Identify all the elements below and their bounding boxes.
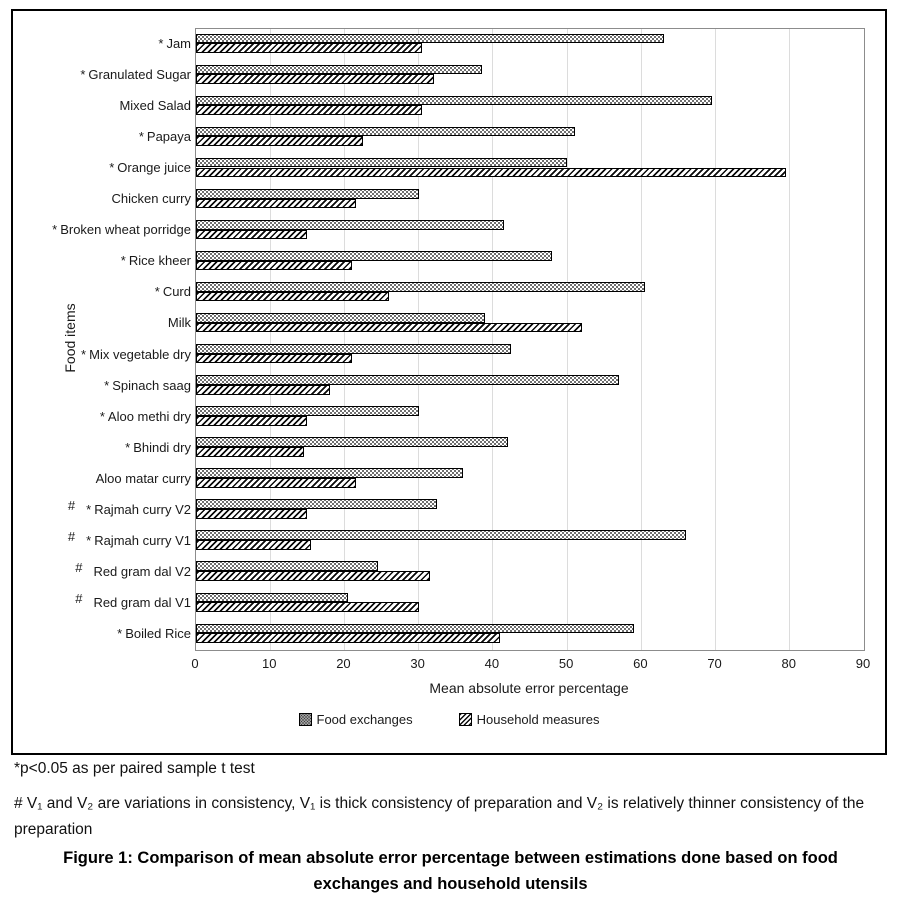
category-label: [13, 59, 191, 90]
bar-household-measures: [196, 323, 582, 333]
figure-caption: Figure 1: Comparison of mean absolute error percentage between estimations done based on food exchanges and household utensils: [63, 849, 838, 894]
category-name: Mixed Salad: [119, 98, 191, 114]
category-name: Rajmah curry V2: [94, 501, 191, 517]
category-name: Rajmah curry V1: [94, 532, 191, 548]
x-axis-title: Mean absolute error percentage: [429, 680, 629, 696]
category-name: Chicken curry: [111, 191, 191, 207]
bar-household-measures: [196, 199, 356, 209]
category-name: Aloo matar curry: [95, 470, 191, 486]
gridline: [641, 29, 642, 650]
bar-household-measures: [196, 602, 419, 612]
legend-label-food-exchanges: Food exchanges: [316, 712, 413, 727]
food-exchanges-swatch-icon: [299, 713, 312, 726]
category-label: [13, 90, 191, 121]
category-name: Curd: [162, 284, 191, 300]
gridline: [492, 29, 493, 650]
chart-figure: [11, 9, 887, 755]
category-label: [13, 28, 191, 59]
category-name: Boiled Rice: [125, 625, 191, 641]
legend: [13, 712, 885, 727]
bar-household-measures: [196, 478, 356, 488]
x-tick-label: 10: [261, 656, 277, 671]
hash-marker: #: [67, 528, 76, 544]
gridline: [789, 29, 790, 650]
bar-food-exchanges: [196, 220, 504, 230]
bar-household-measures: [196, 43, 422, 53]
gridline: [270, 29, 271, 650]
star-marker: *: [86, 532, 92, 548]
bar-household-measures: [196, 509, 307, 519]
x-tick-label: 60: [633, 656, 648, 671]
bar-food-exchanges: [196, 65, 482, 75]
category-name: Bhindi dry: [133, 439, 191, 455]
legend-label-household-measures: Household measures: [476, 712, 600, 727]
bar-household-measures: [196, 385, 330, 395]
bar-food-exchanges: [196, 375, 619, 385]
x-tick-label: 70: [707, 656, 722, 671]
bar-food-exchanges: [196, 251, 552, 261]
category-label: [13, 245, 191, 276]
bar-household-measures: [196, 633, 500, 643]
star-marker: *: [117, 625, 123, 641]
bar-household-measures: [196, 230, 307, 240]
bar-household-measures: [196, 74, 434, 84]
bar-food-exchanges: [196, 561, 378, 571]
bar-household-measures: [196, 292, 389, 302]
category-label: [13, 339, 191, 370]
x-tick-label: 20: [336, 656, 351, 671]
bar-food-exchanges: [196, 189, 419, 199]
category-label: [13, 618, 191, 649]
bar-food-exchanges: [196, 127, 575, 137]
star-marker: *: [154, 284, 160, 300]
bar-food-exchanges: [196, 282, 645, 292]
category-label: [13, 463, 191, 494]
star-marker: *: [138, 129, 144, 145]
category-name: Jam: [166, 36, 191, 52]
category-name: Aloo methi dry: [107, 408, 191, 424]
category-name: Granulated Sugar: [88, 67, 191, 83]
star-marker: *: [120, 253, 126, 269]
bar-food-exchanges: [196, 624, 634, 634]
category-label: [13, 307, 191, 338]
x-tick-label: 30: [410, 656, 425, 671]
bar-household-measures: [196, 168, 786, 178]
bar-household-measures: [196, 105, 422, 115]
category-label: [13, 370, 191, 401]
y-axis-title: Food items: [62, 303, 78, 373]
star-marker: *: [125, 439, 131, 455]
hash-marker: #: [67, 497, 76, 513]
legend-item-household-measures: [459, 712, 600, 727]
bar-household-measures: [196, 447, 304, 457]
hash-marker: #: [75, 590, 83, 606]
category-name: Mix vegetable dry: [89, 346, 191, 362]
footnote-significance: *p<0.05 as per paired sample t test: [14, 760, 255, 777]
star-marker: *: [109, 160, 115, 176]
category-name: Orange juice: [117, 160, 191, 176]
bar-food-exchanges: [196, 158, 567, 168]
gridline: [418, 29, 419, 650]
star-marker: *: [81, 346, 87, 362]
legend-item-food-exchanges: [299, 712, 413, 727]
bar-food-exchanges: [196, 406, 419, 416]
household-measures-swatch-icon: [459, 713, 472, 726]
category-name: Red gram dal V1: [93, 594, 191, 610]
category-label: [13, 401, 191, 432]
bar-food-exchanges: [196, 530, 686, 540]
category-axis-labels: [13, 28, 191, 649]
category-label: [13, 556, 191, 587]
category-label: [13, 587, 191, 618]
bar-food-exchanges: [196, 499, 437, 509]
bar-food-exchanges: [196, 96, 712, 106]
x-tick-label: 90: [855, 656, 871, 671]
bar-household-measures: [196, 354, 352, 364]
x-tick-label: 50: [558, 656, 574, 671]
category-label: [13, 494, 191, 525]
star-marker: *: [52, 222, 58, 238]
star-marker: *: [80, 67, 86, 83]
category-name: Rice kheer: [128, 253, 191, 269]
gridline: [344, 29, 345, 650]
star-marker: *: [158, 36, 164, 52]
bar-household-measures: [196, 540, 311, 550]
category-label: [13, 525, 191, 556]
x-tick-label: 40: [484, 656, 500, 671]
footnote-variations: # V₁ and V₂ are variations in consistency, V₁ is thick consistency of preparation and V₂ is relatively thinner consistency of the preparation: [14, 795, 865, 838]
x-tick-label: 0: [191, 656, 199, 671]
bar-food-exchanges: [196, 437, 508, 447]
category-name: Milk: [167, 315, 191, 331]
bar-food-exchanges: [196, 313, 485, 323]
category-label: [13, 121, 191, 152]
category-label: [13, 214, 191, 245]
category-label: [13, 276, 191, 307]
category-label: [13, 432, 191, 463]
bar-household-measures: [196, 416, 307, 426]
x-tick-label: 80: [781, 656, 796, 671]
bar-food-exchanges: [196, 468, 463, 478]
bar-food-exchanges: [196, 34, 664, 44]
bar-household-measures: [196, 261, 352, 271]
star-marker: *: [104, 377, 110, 393]
bar-food-exchanges: [196, 344, 511, 354]
bar-household-measures: [196, 136, 363, 146]
category-name: Spinach saag: [112, 377, 191, 393]
bar-food-exchanges: [196, 593, 348, 603]
category-name: Red gram dal V2: [93, 563, 191, 579]
star-marker: *: [99, 408, 105, 424]
plot-area: [195, 28, 865, 651]
category-label: [13, 183, 191, 214]
category-label: [13, 152, 191, 183]
hash-marker: #: [75, 559, 83, 575]
star-marker: *: [86, 501, 92, 517]
category-name: Papaya: [146, 129, 191, 145]
gridline: [715, 29, 716, 650]
gridline: [567, 29, 568, 650]
category-name: Broken wheat porridge: [60, 222, 191, 238]
bar-household-measures: [196, 571, 430, 581]
